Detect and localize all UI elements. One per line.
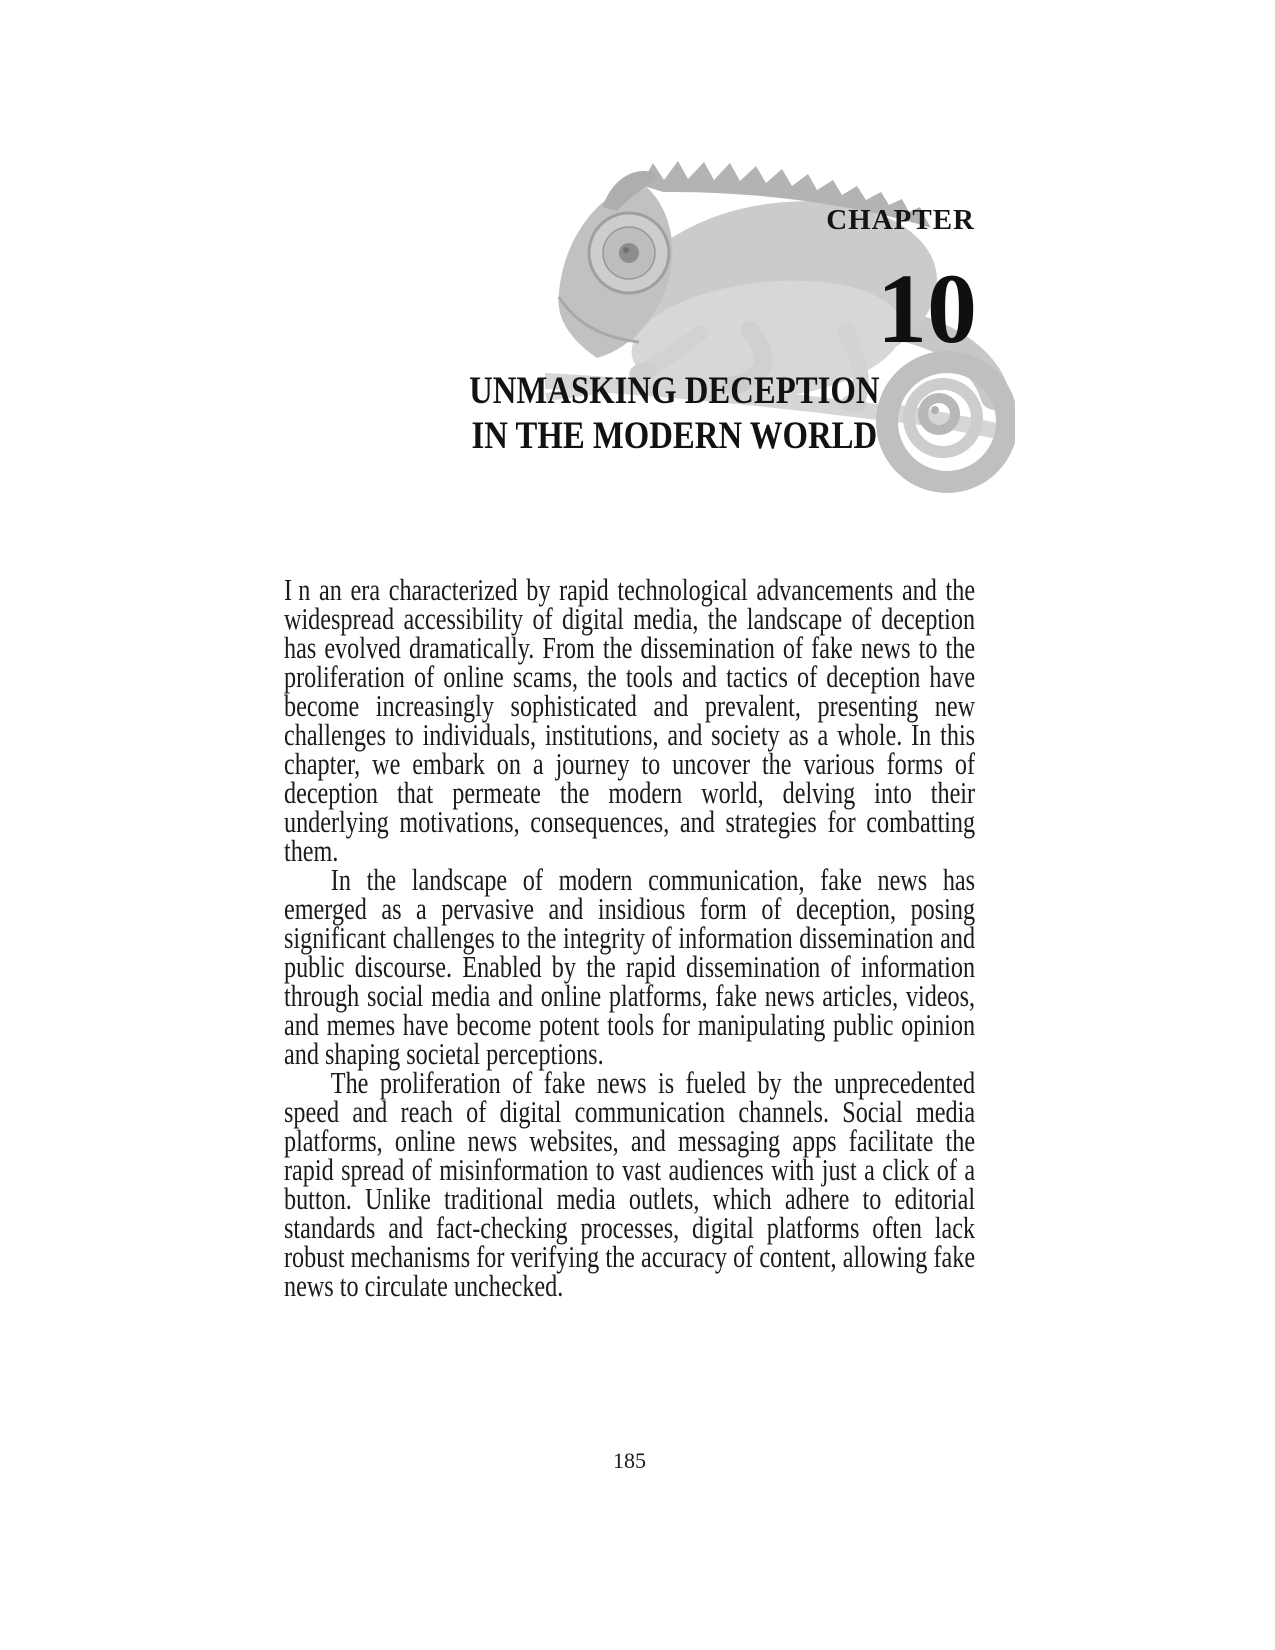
- chapter-number: 10: [877, 253, 977, 364]
- eye-pupil: [619, 243, 639, 263]
- eye-glint: [623, 247, 629, 253]
- tail-spiral-center: [931, 406, 939, 414]
- chapter-title-line1: UNMASKING DECEPTION: [469, 369, 880, 412]
- chapter-title-line2: IN THE MODERN WORLD: [471, 414, 878, 457]
- paragraph: In an era characterized by rapid technological advancements and the widespread accessibility of digital media, the landscape of deception has evolved dramatically. From the dissemination of fake news to the proliferation of online scams, the tools and tactics of deception have become increasingly sophisticated and prevalent, presenting new challenges to individuals, institutions, and society as a whole. In this chapter, we embark on a journey to uncover the various forms of deception that permeate the modern world, delving into their underlying motivations, consequences, and strategies for combatting them.: [284, 572, 976, 868]
- paragraph: In the landscape of modern communication, fake news has emerged as a pervasive and insidious form of deception, posing significant challenges to the integrity of information dissemination and public discourse. Enabled by the rapid dissemination of information through social media and online platforms, fake news articles, videos, and memes have become potent tools for manipulating public opinion and shaping societal perceptions.: [284, 862, 976, 1071]
- paragraph: The proliferation of fake news is fueled by the unprecedented speed and reach of digital communication channels. Social media platforms, online news websites, and messaging apps facilitate the rapid spread of misinformation to vast audiences with just a click of a button. Unlike traditional media outlets, which adhere to editorial standards and fact-checking processes, digital platforms often lack robust mechanisms for verifying the accuracy of content, allowing fake news to circulate unchecked.: [284, 1065, 976, 1303]
- page-number: 185: [613, 1448, 646, 1473]
- chapter-label: CHAPTER: [826, 204, 975, 236]
- body-text: [284, 572, 976, 1303]
- chapter-title: [437, 368, 912, 458]
